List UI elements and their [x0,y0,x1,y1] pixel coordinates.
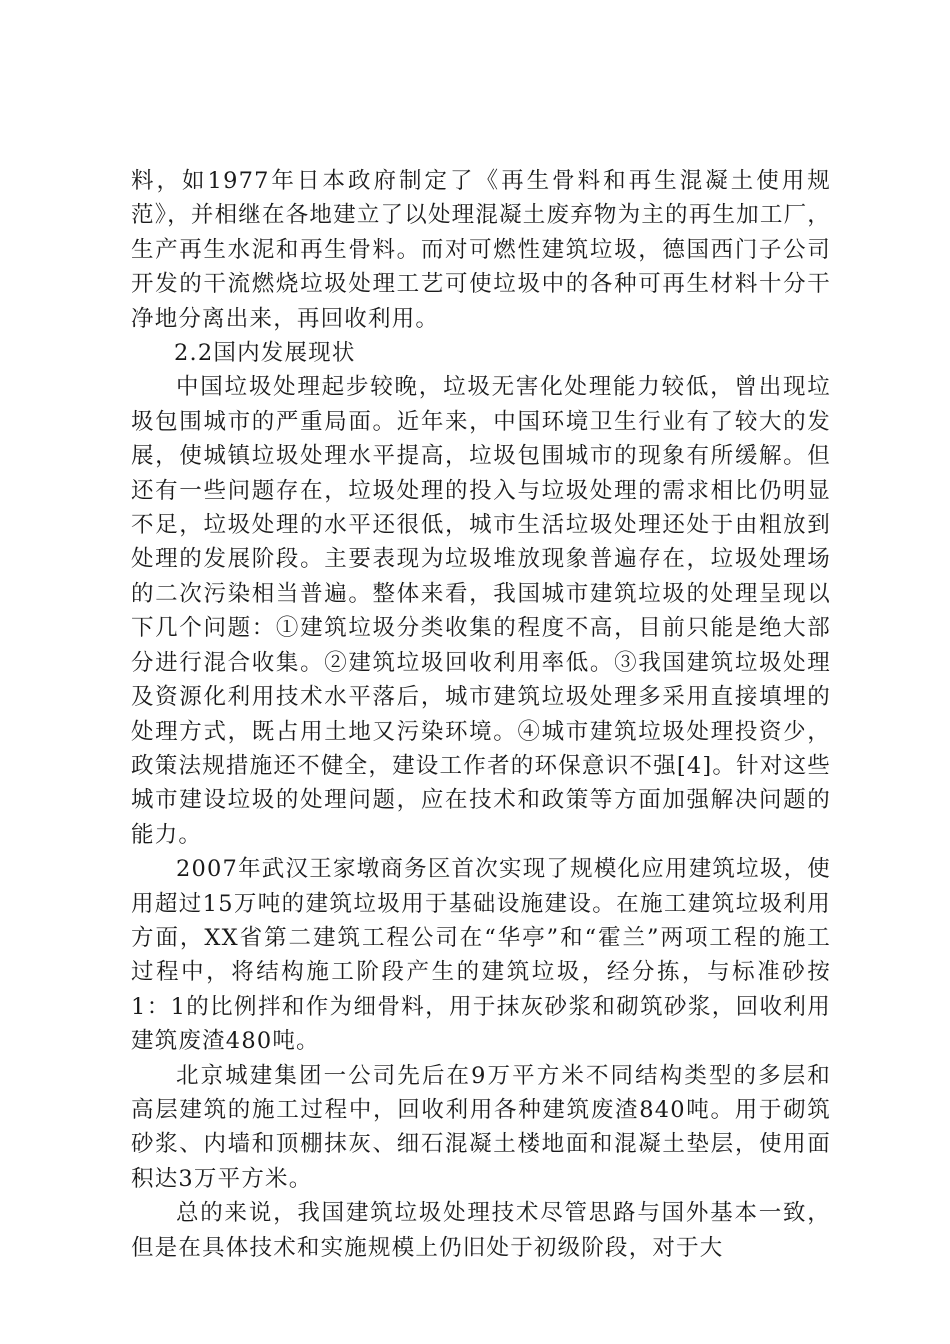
paragraph-continuation: 料，如1977年日本政府制定了《再生骨料和再生混凝土使用规范》，并相继在各地建立了以处理混凝土废弃物为主的再生加工厂，生产再生水泥和再生骨料。而对可燃性建筑垃圾，德国西门子公司开发的干流燃烧垃圾处理工艺可使垃圾中的各种可再生材料十分干净地分离出来，再回收利用。 [131,168,831,332]
paragraph-wuhan-case: 2007年武汉王家墩商务区首次实现了规模化应用建筑垃圾，使用超过15万吨的建筑垃圾用于基础设施建设。在施工建筑垃圾利用方面，XX省第二建筑工程公司在“华亭”和“霍兰”两项工程的施工过程中，将结构施工阶段产生的建筑垃圾，经分拣，与标准砂按1：1的比例拌和作为细骨料，用于抹灰砂浆和砌筑砂浆，回收利用建筑废渣480吨。 [131,856,831,1055]
section-heading: 2.2国内发展现状 [174,340,356,367]
paragraph-summary: 总的来说，我国建筑垃圾处理技术尽管思路与国外基本一致，但是在具体技术和实施规模上仍旧处于初级阶段，对于大 [131,1200,831,1261]
document-body [131,164,831,1265]
paragraph-beijing-case: 北京城建集团一公司先后在9万平方米不同结构类型的多层和高层建筑的施工过程中，回收利用各种建筑废渣840吨。用于砌筑砂浆、内墙和顶棚抹灰、细石混凝土楼地面和混凝土垫层，使用面积达3万平方米。 [131,1062,831,1192]
paragraph-domestic-status: 中国垃圾处理起步较晚，垃圾无害化处理能力较低，曾出现垃圾包围城市的严重局面。近年来，中国环境卫生行业有了较大的发展，使城镇垃圾处理水平提高，垃圾包围城市的现象有所缓解。但还有一些问题存在，垃圾处理的投入与垃圾处理的需求相比仍明显不足，垃圾处理的水平还很低，城市生活垃圾处理还处于由粗放到处理的发展阶段。主要表现为垃圾堆放现象普遍存在，垃圾处理场的二次污染相当普遍。整体来看，我国城市建筑垃圾的处理呈现以下几个问题：①建筑垃圾分类收集的程度不高，目前只能是绝大部分进行混合收集。②建筑垃圾回收利用率低。③我国建筑垃圾处理及资源化利用技术水平落后，城市建筑垃圾处理多采用直接填埋的处理方式，既占用土地又污染环境。④城市建筑垃圾处理投资少，政策法规措施还不健全，建设工作者的环保意识不强[4]。针对这些城市建设垃圾的处理问题，应在技术和政策等方面加强解决问题的能力。 [131,374,831,848]
